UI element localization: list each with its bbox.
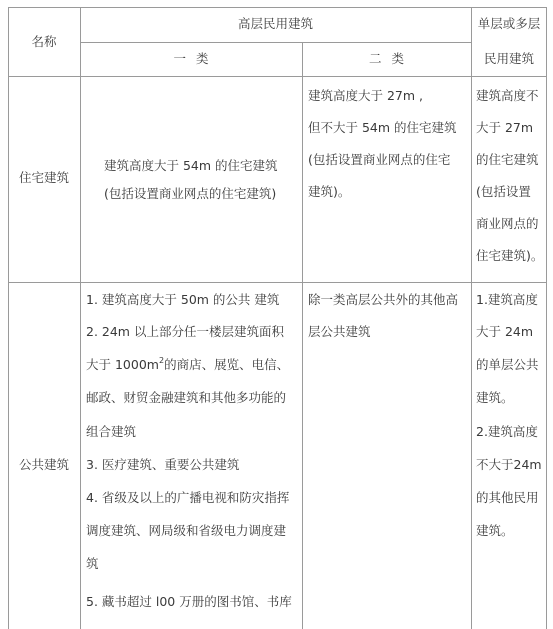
public-class-one-line: 组合建筑 xyxy=(86,424,137,439)
residential-class-two-line: (包括设置商业网点的住宅 xyxy=(308,152,451,167)
table-border-left xyxy=(8,7,9,629)
residential-class-two-line: 建筑高度大于 27m , xyxy=(308,88,424,103)
residential-class-one-line: (包括设置商业网点的住宅建筑) xyxy=(104,186,277,201)
public-class-two-line: 除一类高层公共外的其他高 xyxy=(308,292,459,307)
row-residential-name: 住宅建筑 xyxy=(18,170,69,185)
header-high-rise: 高层民用建筑 xyxy=(237,16,313,31)
header-class-one: 一 类 xyxy=(173,51,209,66)
table-border-right xyxy=(546,7,547,629)
residential-low-rise-line: 的住宅建筑 xyxy=(476,152,539,167)
public-class-two-line: 层公共建筑 xyxy=(308,324,371,339)
public-class-one-line: 1. 建筑高度大于 50m 的公共 建筑 xyxy=(86,292,280,307)
residential-low-rise-line: (包括设置 xyxy=(476,184,531,199)
header-low-rise-line1: 单层或多层 xyxy=(477,16,541,31)
residential-low-rise-line: 建筑高度不 xyxy=(476,88,539,103)
residential-class-two-line: 建筑)。 xyxy=(308,184,351,199)
public-class-one-line-area xyxy=(86,353,289,377)
public-low-rise-line: 1.建筑高度 xyxy=(476,292,538,307)
header-low-rise-line2: 民用建筑 xyxy=(483,51,534,66)
public-class-one-line: 筑 xyxy=(86,556,99,571)
residential-low-rise-line: 大于 27m xyxy=(476,120,534,135)
public-class-one-line: 5. 藏书超过 l00 万册的图书馆、书库 xyxy=(86,594,292,609)
class-column-divider xyxy=(302,42,303,629)
name-column-divider xyxy=(80,7,81,629)
public-class-one-area-superscript: 2 xyxy=(158,356,165,365)
public-class-one-area-rest: 的商店、展览、电信、 xyxy=(164,357,290,372)
public-low-rise-line: 的单层公共 xyxy=(476,357,539,372)
public-low-rise-line: 建筑。 xyxy=(476,523,514,538)
residential-low-rise-line: 商业网点的 xyxy=(476,216,539,231)
public-class-one-area-text: 大于 1000m xyxy=(86,357,159,372)
public-class-one-line: 4. 省级及以上的广播电视和防灾指挥 xyxy=(86,490,290,505)
public-class-one-line: 邮政、财贸金融建筑和其他多功能的 xyxy=(86,390,287,405)
low-rise-column-divider xyxy=(471,7,472,629)
residential-class-one-line: 建筑高度大于 54m 的住宅建筑 xyxy=(104,158,278,173)
public-low-rise-line: 建筑。 xyxy=(476,390,514,405)
public-class-one-line: 2. 24m 以上部分任一楼层建筑面积 xyxy=(86,324,284,339)
public-class-one-line: 调度建筑、网局级和省级电力调度建 xyxy=(86,523,287,538)
public-low-rise-line: 的其他民用 xyxy=(476,490,539,505)
row-public-name: 公共建筑 xyxy=(18,457,69,472)
header-divider xyxy=(80,42,471,43)
public-low-rise-line: 2.建筑高度 xyxy=(476,424,538,439)
residential-low-rise-line: 住宅建筑)。 xyxy=(476,248,544,263)
header-name: 名称 xyxy=(31,34,57,49)
residential-class-two-line: 但不大于 54m 的住宅建筑 xyxy=(308,120,457,135)
public-class-one-line: 3. 医疗建筑、重要公共建筑 xyxy=(86,457,240,472)
header-bottom-border xyxy=(8,76,547,77)
table-border-top xyxy=(8,7,547,8)
header-class-two: 二 类 xyxy=(369,51,404,66)
row-divider xyxy=(8,282,547,283)
public-low-rise-line: 大于 24m xyxy=(476,324,534,339)
public-low-rise-line: 不大于24m xyxy=(476,457,542,472)
